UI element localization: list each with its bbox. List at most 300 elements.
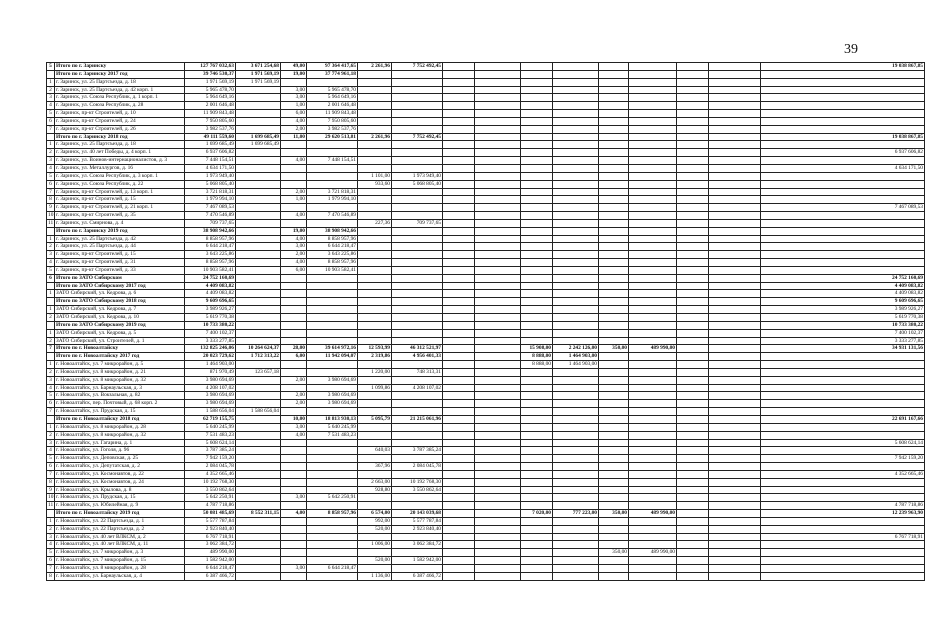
value-cell: [521, 541, 553, 549]
value-cell: [629, 533, 677, 541]
subtotal-row: [47, 345, 925, 353]
value-cell: [521, 478, 553, 486]
value-cell: [236, 117, 281, 125]
value-cell: 2 261,96: [358, 133, 392, 141]
address-cell: г. Новоалтайск, ул. Крылова, д. 8: [55, 486, 185, 494]
value-cell: 2,00: [281, 251, 307, 259]
value-cell: [392, 361, 443, 369]
value-cell: [307, 274, 358, 282]
value-cell: 1 582 942,00: [392, 557, 443, 565]
value-cell: [521, 149, 553, 157]
row-number-cell: 5: [47, 455, 55, 463]
value-cell: [521, 94, 553, 102]
value-cell: [443, 117, 475, 125]
value-cell: [761, 94, 925, 102]
value-cell: 3 982 537,76: [307, 125, 358, 133]
value-cell: [358, 470, 392, 478]
value-cell: [761, 188, 925, 196]
value-cell: [677, 439, 709, 447]
value-cell: [761, 494, 925, 502]
value-cell: [521, 470, 553, 478]
value-cell: [629, 408, 677, 416]
address-cell: г. Новоалтайск, ул. 8 микрорайон, д. 21: [55, 368, 185, 376]
value-cell: 8 858 957,96: [307, 510, 358, 518]
value-cell: [553, 470, 599, 478]
value-cell: [392, 78, 443, 86]
value-cell: [677, 78, 709, 86]
value-cell: [599, 314, 629, 322]
value-cell: [761, 196, 925, 204]
value-cell: [709, 266, 761, 274]
value-cell: 38 908 942,66: [185, 227, 236, 235]
value-cell: [475, 86, 521, 94]
value-cell: 1 971 569,19: [236, 78, 281, 86]
value-cell: [553, 298, 599, 306]
value-cell: [553, 78, 599, 86]
value-cell: [599, 376, 629, 384]
value-cell: [599, 557, 629, 565]
value-cell: [677, 525, 709, 533]
value-cell: [475, 227, 521, 235]
value-cell: [521, 196, 553, 204]
value-cell: [629, 251, 677, 259]
address-cell: г. Заринск, пр-кт Строителей, д. 10: [55, 110, 185, 118]
value-cell: [392, 408, 443, 416]
value-cell: [761, 251, 925, 259]
table-row: [47, 517, 925, 525]
value-cell: [553, 329, 599, 337]
address-cell: г. Заринск, пр-кт Строителей, д. 33: [55, 266, 185, 274]
value-cell: [629, 337, 677, 345]
value-cell: [599, 227, 629, 235]
value-cell: 489 990,00: [629, 549, 677, 557]
value-cell: 2 923 840,40: [392, 525, 443, 533]
value-cell: [521, 125, 553, 133]
value-cell: [629, 423, 677, 431]
subtotal-row: [47, 321, 925, 329]
table-row: [47, 549, 925, 557]
value-cell: 19 038 867,85: [761, 63, 925, 71]
value-cell: [599, 400, 629, 408]
address-cell: г. Новоалтайск, ул. Деповская, д. 25: [55, 455, 185, 463]
value-cell: [236, 361, 281, 369]
value-cell: [236, 259, 281, 267]
value-cell: [553, 533, 599, 541]
value-cell: [236, 282, 281, 290]
address-cell: г. Новоалтайск, ул. Прудская, д. 15: [55, 408, 185, 416]
value-cell: [677, 361, 709, 369]
value-cell: [475, 290, 521, 298]
value-cell: 5 619 770,38: [761, 314, 925, 322]
value-cell: [443, 431, 475, 439]
value-cell: [761, 70, 925, 78]
value-cell: 5 642 250,91: [185, 494, 236, 502]
value-cell: [761, 243, 925, 251]
value-cell: [307, 486, 358, 494]
value-cell: [677, 251, 709, 259]
value-cell: 11 909 843,48: [185, 110, 236, 118]
value-cell: [709, 63, 761, 71]
address-cell: г. Новоалтайск, ул. 8 микрорайон, д. 28: [55, 565, 185, 573]
value-cell: 3 980 694,69: [307, 400, 358, 408]
value-cell: [236, 321, 281, 329]
value-cell: 7 448 154,51: [185, 157, 236, 165]
value-cell: [307, 314, 358, 322]
value-cell: [307, 502, 358, 510]
value-cell: [392, 282, 443, 290]
table-row: [47, 361, 925, 369]
value-cell: [629, 196, 677, 204]
table-row: [47, 204, 925, 212]
value-cell: [553, 306, 599, 314]
row-number-cell: 7: [47, 470, 55, 478]
value-cell: [307, 455, 358, 463]
value-cell: [307, 172, 358, 180]
row-number-cell: [47, 282, 55, 290]
value-cell: [443, 486, 475, 494]
value-cell: [709, 447, 761, 455]
value-cell: [443, 219, 475, 227]
value-cell: [358, 102, 392, 110]
value-cell: [521, 157, 553, 165]
value-cell: [307, 282, 358, 290]
value-cell: [629, 86, 677, 94]
address-cell: Итого по г. Заринску 2019 год: [55, 227, 185, 235]
value-cell: [443, 494, 475, 502]
value-cell: 3 787 385,24: [185, 447, 236, 455]
value-cell: 2 319,86: [358, 353, 392, 361]
value-cell: [443, 541, 475, 549]
value-cell: 5 608 624,14: [761, 439, 925, 447]
value-cell: [443, 266, 475, 274]
value-cell: [475, 478, 521, 486]
value-cell: [236, 86, 281, 94]
value-cell: [677, 70, 709, 78]
row-number-cell: 2: [47, 149, 55, 157]
table-row: [47, 164, 925, 172]
cost-table-body: [47, 63, 925, 581]
value-cell: [358, 125, 392, 133]
value-cell: [677, 117, 709, 125]
value-cell: [307, 525, 358, 533]
table-row: [47, 266, 925, 274]
value-cell: 7 531 483,23: [185, 431, 236, 439]
value-cell: [443, 235, 475, 243]
value-cell: [443, 212, 475, 220]
value-cell: [358, 94, 392, 102]
value-cell: [553, 274, 599, 282]
value-cell: [236, 227, 281, 235]
value-cell: [677, 557, 709, 565]
value-cell: [443, 415, 475, 423]
value-cell: [392, 470, 443, 478]
value-cell: [475, 188, 521, 196]
value-cell: [599, 70, 629, 78]
value-cell: 1 582 942,00: [185, 557, 236, 565]
value-cell: [475, 321, 521, 329]
value-cell: 3 062 384,72: [392, 541, 443, 549]
value-cell: [761, 361, 925, 369]
value-cell: [358, 314, 392, 322]
value-cell: [358, 149, 392, 157]
value-cell: 2 261,96: [358, 63, 392, 71]
value-cell: [553, 251, 599, 259]
value-cell: 12 239 963,90: [761, 510, 925, 518]
subtotal-row: [47, 227, 925, 235]
value-cell: [392, 86, 443, 94]
value-cell: 709 737,65: [185, 219, 236, 227]
value-cell: [358, 227, 392, 235]
value-cell: [475, 415, 521, 423]
value-cell: [709, 415, 761, 423]
value-cell: [677, 533, 709, 541]
value-cell: [553, 290, 599, 298]
value-cell: [475, 447, 521, 455]
value-cell: [443, 384, 475, 392]
row-number-cell: 6: [47, 117, 55, 125]
value-cell: [307, 78, 358, 86]
table-row: [47, 494, 925, 502]
value-cell: [677, 408, 709, 416]
value-cell: [521, 463, 553, 471]
value-cell: 871 970,49: [185, 368, 236, 376]
row-number-cell: 2: [47, 243, 55, 251]
value-cell: [521, 188, 553, 196]
value-cell: [677, 423, 709, 431]
value-cell: [521, 227, 553, 235]
value-cell: [761, 392, 925, 400]
row-number-cell: 3: [47, 376, 55, 384]
value-cell: [521, 314, 553, 322]
value-cell: 3 721 818,31: [185, 188, 236, 196]
value-cell: [629, 133, 677, 141]
table-row: [47, 400, 925, 408]
value-cell: [281, 455, 307, 463]
address-cell: г. Новоалтайск, ул. 40 лет ВЛКСМ, д. 2: [55, 533, 185, 541]
address-cell: г. Заринск, ул. Воинов-интернационалистов, д. 3: [55, 157, 185, 165]
address-cell: г. Новоалтайск, ул. 40 лет ВЛКСМ, д. 11: [55, 541, 185, 549]
value-cell: [475, 329, 521, 337]
value-cell: 709 737,65: [392, 219, 443, 227]
value-cell: [677, 463, 709, 471]
value-cell: 3 643 225,86: [185, 251, 236, 259]
value-cell: [599, 329, 629, 337]
value-cell: [443, 274, 475, 282]
value-cell: [629, 455, 677, 463]
value-cell: 10 903 582,41: [307, 266, 358, 274]
address-cell: г. Новоалтайск, ул. 22 Партсъезда, д. 1: [55, 517, 185, 525]
value-cell: [709, 321, 761, 329]
value-cell: [443, 353, 475, 361]
value-cell: [236, 447, 281, 455]
value-cell: [307, 463, 358, 471]
value-cell: [553, 541, 599, 549]
value-cell: [443, 86, 475, 94]
value-cell: [677, 368, 709, 376]
value-cell: [709, 110, 761, 118]
table-row: [47, 125, 925, 133]
value-cell: [392, 431, 443, 439]
value-cell: [236, 329, 281, 337]
value-cell: [521, 415, 553, 423]
value-cell: [475, 353, 521, 361]
value-cell: [358, 164, 392, 172]
value-cell: [553, 157, 599, 165]
subtotal-row: [47, 353, 925, 361]
value-cell: 367,96: [358, 463, 392, 471]
value-cell: [677, 337, 709, 345]
value-cell: [521, 572, 553, 580]
value-cell: [629, 290, 677, 298]
value-cell: [709, 235, 761, 243]
value-cell: 39 614 972,16: [307, 345, 358, 353]
value-cell: [475, 235, 521, 243]
value-cell: [521, 141, 553, 149]
address-cell: Итого по г. Заринску 2018 год: [55, 133, 185, 141]
value-cell: [392, 321, 443, 329]
value-cell: [236, 565, 281, 573]
row-number-cell: 1: [47, 517, 55, 525]
address-cell: ЗАТО Сибирский, ул. Кедрова, д. 7: [55, 306, 185, 314]
value-cell: 6 387 466,72: [185, 572, 236, 580]
value-cell: 2 001 646,48: [307, 102, 358, 110]
value-cell: 5 068 805,40: [185, 180, 236, 188]
value-cell: [307, 321, 358, 329]
value-cell: [599, 486, 629, 494]
value-cell: [236, 298, 281, 306]
value-cell: [475, 455, 521, 463]
value-cell: [443, 368, 475, 376]
value-cell: 4,00: [281, 510, 307, 518]
value-cell: [281, 219, 307, 227]
value-cell: [629, 94, 677, 102]
value-cell: 24 752 160,69: [185, 274, 236, 282]
value-cell: [761, 463, 925, 471]
value-cell: [358, 78, 392, 86]
row-number-cell: 2: [47, 86, 55, 94]
value-cell: [443, 70, 475, 78]
value-cell: [475, 298, 521, 306]
value-cell: [475, 196, 521, 204]
value-cell: [709, 149, 761, 157]
value-cell: [629, 447, 677, 455]
value-cell: [236, 188, 281, 196]
value-cell: [677, 565, 709, 573]
value-cell: [392, 376, 443, 384]
value-cell: [709, 572, 761, 580]
address-cell: Итого по г. Заринску 2017 год: [55, 70, 185, 78]
value-cell: [677, 164, 709, 172]
value-cell: 97 364 417,65: [307, 63, 358, 71]
value-cell: [761, 227, 925, 235]
address-cell: г. Заринск, пр-кт Строителей, д. 31: [55, 259, 185, 267]
value-cell: [629, 172, 677, 180]
row-number-cell: 4: [47, 384, 55, 392]
value-cell: [443, 337, 475, 345]
address-cell: г. Новоалтайск, ул. Гагарина, д. 1: [55, 439, 185, 447]
address-cell: г. Новоалтайск, ул. 7 микрорайон, д. 3: [55, 549, 185, 557]
value-cell: [599, 431, 629, 439]
value-cell: [677, 517, 709, 525]
value-cell: [281, 517, 307, 525]
value-cell: [629, 259, 677, 267]
value-cell: [553, 423, 599, 431]
row-number-cell: [47, 227, 55, 235]
value-cell: 5 068 805,40: [392, 180, 443, 188]
value-cell: [281, 314, 307, 322]
address-cell: г. Заринск, ул. Смирнова, д. 4: [55, 219, 185, 227]
row-number-cell: 5: [47, 549, 55, 557]
value-cell: [761, 368, 925, 376]
value-cell: 19,00: [281, 70, 307, 78]
value-cell: [236, 455, 281, 463]
address-cell: Итого по ЗАТО Сибирскому 2018 год: [55, 298, 185, 306]
value-cell: [553, 219, 599, 227]
value-cell: [599, 541, 629, 549]
value-cell: [709, 517, 761, 525]
value-cell: [475, 282, 521, 290]
row-number-cell: 1: [47, 141, 55, 149]
value-cell: [709, 353, 761, 361]
value-cell: [599, 392, 629, 400]
value-cell: [358, 431, 392, 439]
value-cell: [236, 541, 281, 549]
value-cell: [709, 565, 761, 573]
value-cell: [307, 180, 358, 188]
value-cell: [358, 337, 392, 345]
value-cell: [761, 400, 925, 408]
row-number-cell: 3: [47, 439, 55, 447]
value-cell: [281, 541, 307, 549]
value-cell: [599, 219, 629, 227]
value-cell: 6 937 606,82: [185, 149, 236, 157]
value-cell: [629, 572, 677, 580]
value-cell: [358, 212, 392, 220]
value-cell: [521, 78, 553, 86]
table-row: [47, 306, 925, 314]
value-cell: [236, 557, 281, 565]
value-cell: 1 973 949,40: [185, 172, 236, 180]
row-number-cell: 10: [48, 494, 54, 501]
row-number-cell: 11: [48, 502, 54, 509]
value-cell: [521, 447, 553, 455]
value-cell: [521, 133, 553, 141]
address-cell: г. Новоалтайск, ул. 7 микрорайон, д. 5: [55, 361, 185, 369]
value-cell: [281, 306, 307, 314]
value-cell: [443, 188, 475, 196]
value-cell: [629, 376, 677, 384]
value-cell: [677, 510, 709, 518]
value-cell: 4 787 718,86: [761, 502, 925, 510]
value-cell: [599, 525, 629, 533]
row-number-cell: 1: [47, 290, 55, 298]
table-row: [47, 478, 925, 486]
value-cell: [281, 525, 307, 533]
value-cell: [443, 125, 475, 133]
value-cell: 350,00: [599, 549, 629, 557]
value-cell: [677, 227, 709, 235]
value-cell: [761, 557, 925, 565]
value-cell: [599, 565, 629, 573]
value-cell: [629, 117, 677, 125]
value-cell: [761, 86, 925, 94]
value-cell: 1 979 994,10: [307, 196, 358, 204]
value-cell: 1 006,00: [358, 541, 392, 549]
value-cell: [236, 384, 281, 392]
value-cell: [709, 533, 761, 541]
row-number-cell: 4: [47, 259, 55, 267]
value-cell: [553, 196, 599, 204]
